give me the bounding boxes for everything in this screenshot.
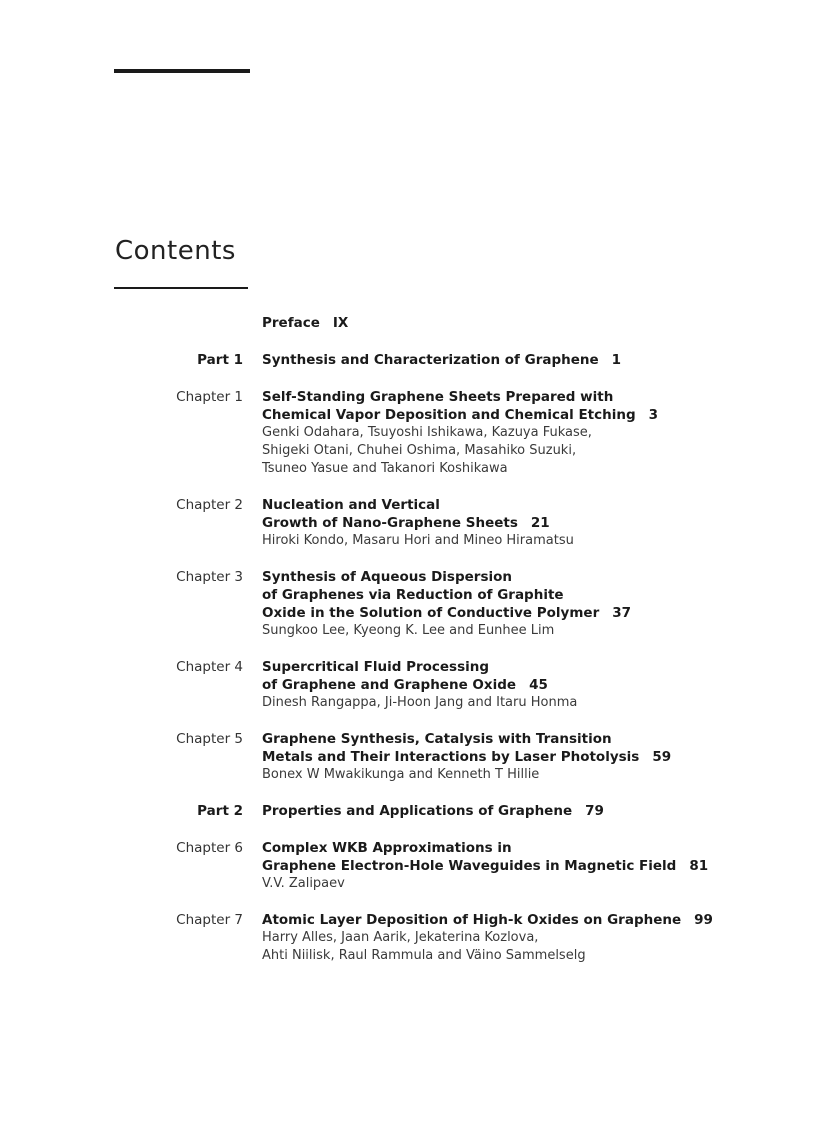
chapter-label: Chapter 6 [176,840,243,856]
page-number: 3 [648,407,659,423]
entry-authors [262,929,782,965]
entry-title [262,351,782,369]
toc-entry-part-1[interactable] [0,351,816,369]
entry-authors [262,766,782,784]
chapter-label: Chapter 5 [176,731,243,747]
entry-title [262,568,782,622]
page-number: 81 [689,858,709,874]
title-line: Growth of Nano-Graphene Sheets [262,515,518,531]
title-line: Synthesis and Characterization of Graphene [262,352,599,368]
title-line: Oxide in the Solution of Conductive Polymer [262,605,600,621]
toc-entry-part-2[interactable] [0,802,816,820]
page-number: 37 [612,605,632,621]
title-line: Chemical Vapor Deposition and Chemical Etching [262,407,636,423]
toc-entry-chapter-6[interactable] [0,839,816,893]
chapter-label: Chapter 2 [176,497,243,513]
page-number: 45 [529,677,548,693]
title-line: Supercritical Fluid Processing [262,659,490,675]
author-line: Sungkoo Lee, Kyeong K. Lee and Eunhee Lim [262,623,555,638]
page-number: IX [332,315,349,331]
title-line: of Graphenes via Reduction of Graphite [262,587,564,603]
toc-entry-chapter-2[interactable] [0,496,816,550]
toc-entry-chapter-1[interactable] [0,388,816,478]
page-number: 21 [530,515,550,531]
title-line: Metals and Their Interactions by Laser Photolysis [262,749,640,765]
title-line: Graphene Synthesis, Catalysis with Transition [262,731,612,747]
preface-label: Preface [262,315,320,331]
author-line: V.V. Zalipaev [262,876,345,891]
toc-entry-preface[interactable] [0,314,816,332]
title-line: Nucleation and Vertical [262,497,440,513]
title-line: Synthesis of Aqueous Dispersion [262,569,512,585]
toc-entry-chapter-3[interactable] [0,568,816,640]
author-line: Hiroki Kondo, Masaru Hori and Mineo Hiramatsu [262,533,574,548]
title-line: Atomic Layer Deposition of High-k Oxides on Graphene [262,912,682,928]
page-number: 99 [694,912,713,928]
author-line: Genki Odahara, Tsuyoshi Ishikawa, Kazuya Fukase, [262,425,592,440]
entry-title [262,839,782,875]
toc-entry-chapter-5[interactable] [0,730,816,784]
author-line: Ahti Niilisk, Raul Rammula and Väino Sammelselg [262,948,586,963]
author-line: Tsuneo Yasue and Takanori Koshikawa [262,461,508,476]
entry-authors [262,424,782,478]
page-title: Contents [115,236,236,266]
chapter-label: Chapter 3 [176,569,243,585]
table-of-contents [0,314,816,965]
title-rule [114,287,248,289]
author-line: Shigeki Otani, Chuhei Oshima, Masahiko Suzuki, [262,443,577,458]
author-line: Harry Alles, Jaan Aarik, Jekaterina Kozlova, [262,930,539,945]
toc-entry-chapter-4[interactable] [0,658,816,712]
entry-authors [262,694,782,712]
chapter-label: Chapter 7 [176,912,243,928]
entry-title [262,730,782,766]
entry-title [262,314,782,332]
part-label: Part 1 [197,352,243,368]
entry-authors [262,622,782,640]
title-line: Graphene Electron-Hole Waveguides in Magnetic Field [262,858,677,874]
page-number: 1 [611,352,622,368]
entry-title [262,911,782,929]
page-number: 59 [652,749,672,765]
page-number: 79 [585,803,604,819]
part-label: Part 2 [197,803,243,819]
chapter-label: Chapter 1 [176,389,243,405]
entry-title [262,802,782,820]
entry-authors [262,532,782,550]
title-line: Self-Standing Graphene Sheets Prepared with [262,389,614,405]
entry-title [262,388,782,424]
title-line: of Graphene and Graphene Oxide [262,677,517,693]
title-line: Complex WKB Approximations in [262,840,512,856]
entry-authors [262,875,782,893]
chapter-label: Chapter 4 [176,659,243,675]
title-line: Properties and Applications of Graphene [262,803,573,819]
author-line: Bonex W Mwakikunga and Kenneth T Hillie [262,767,540,782]
entry-title [262,658,782,694]
toc-entry-chapter-7[interactable] [0,911,816,965]
author-line: Dinesh Rangappa, Ji-Hoon Jang and Itaru Honma [262,695,578,710]
top-rule [114,69,250,73]
entry-title [262,496,782,532]
